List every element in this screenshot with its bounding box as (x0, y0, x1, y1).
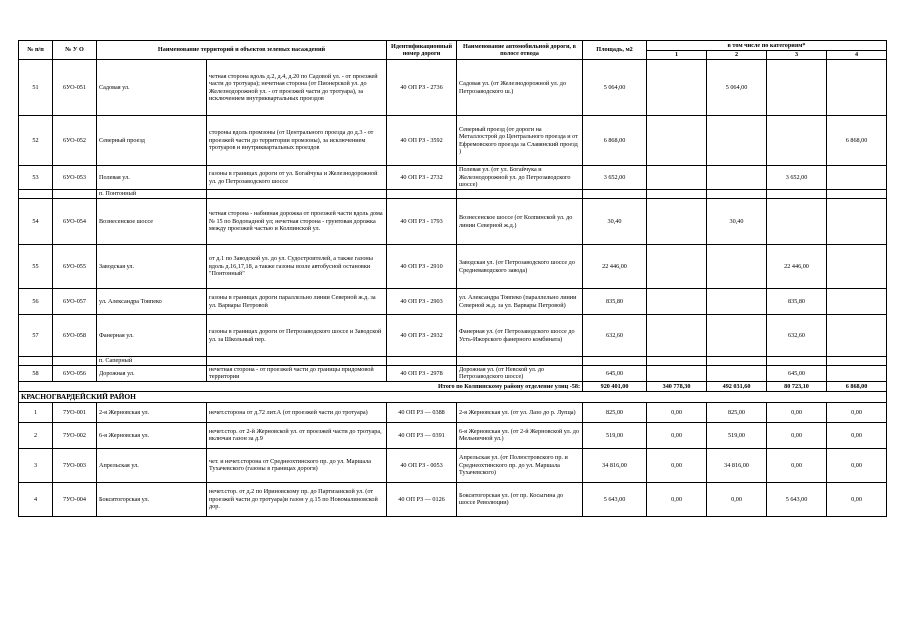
table-row (19, 166, 887, 190)
row-category-2 (707, 289, 767, 315)
table-row (19, 289, 887, 315)
row-category-3: 22 446,00 (767, 245, 827, 289)
blank-cell (387, 357, 457, 366)
row-category-3 (767, 199, 827, 245)
row-area: 22 446,00 (583, 245, 647, 289)
row-category-1 (647, 245, 707, 289)
row-description: нечетная сторона - от проезжей части до границы придомовой территории (207, 366, 387, 382)
row-uo-code: 6УО-057 (53, 289, 97, 315)
row-uo-code: 6УО-055 (53, 245, 97, 289)
settlement-name: п. Понтонный (97, 190, 207, 199)
blank-cell (53, 190, 97, 199)
row-area: 5 064,00 (583, 60, 647, 116)
row-road-name: 2-я Жерновская ул. (от ул. Лазо до р. Лупца) (457, 402, 583, 422)
row-street-name: Полевая ул. (97, 166, 207, 190)
row-road-id: 40 ОП РЗ - 1793 (387, 199, 457, 245)
row-category-3: 645,00 (767, 366, 827, 382)
total-category-4: 6 868,00 (827, 381, 887, 391)
row-category-4 (827, 315, 887, 357)
blank-cell: Итого по Колпинскому району отделение улиц -58: (19, 381, 583, 391)
row-number: 56 (19, 289, 53, 315)
blank-cell (707, 357, 767, 366)
row-category-2: 34 816,00 (707, 448, 767, 482)
table-row (19, 245, 887, 289)
table-row (19, 366, 887, 382)
row-road-name: 6-я Жерновская ул. (от 2-й Жерновской ул. до Мельничной ул.) (457, 422, 583, 448)
row-uo-code: 7УО-004 (53, 482, 97, 516)
blank-cell (767, 357, 827, 366)
row-number: 52 (19, 116, 53, 166)
row-category-3: 0,00 (767, 402, 827, 422)
blank-cell (457, 357, 583, 366)
row-number: 51 (19, 60, 53, 116)
blank-cell (583, 190, 647, 199)
row-category-2 (707, 245, 767, 289)
header-cat2: 2 (707, 51, 767, 60)
header-cat4: 4 (827, 51, 887, 60)
row-description: четная сторона вдоль д.2, д.4, д.20 по Садовой ул. - от проезжей части до тротуара); нечетная сторона (от Пионерской ул. до Железнодорожной ул. - от проезжей части до тротуара), за исключением внутриквартальных проездов (207, 60, 387, 116)
row-category-2: 519,00 (707, 422, 767, 448)
row-uo-code: 6УО-053 (53, 166, 97, 190)
row-road-name: Садовая ул. (от Железнодорожной ул. до Петрозаводского ш.) (457, 60, 583, 116)
row-street-name: Фанерная ул. (97, 315, 207, 357)
row-category-4: 0,00 (827, 482, 887, 516)
row-road-name: Заводская ул. (от Петрозаводского шоссе до Средневаводского завода) (457, 245, 583, 289)
table-row (19, 402, 887, 422)
blank-cell (19, 357, 53, 366)
row-street-name: Северный проезд (97, 116, 207, 166)
header-categories: в том числе по категориям* (647, 41, 887, 51)
row-category-3: 0,00 (767, 448, 827, 482)
total-area: 920 401,00 (583, 381, 647, 391)
row-area: 5 643,00 (583, 482, 647, 516)
row-category-3: 0,00 (767, 422, 827, 448)
table-row (19, 199, 887, 245)
header-area: Площадь, м2 (583, 41, 647, 60)
row-number: 4 (19, 482, 53, 516)
row-category-3: 3 652,00 (767, 166, 827, 190)
row-category-4 (827, 166, 887, 190)
row-description: от д.1 по Заводской ул. до ул. Судостроителей, а также газоны вдоль д.16,17,18, а также газоны возле автобусной остановки "Понтонный" (207, 245, 387, 289)
row-description: нечет.стор. от 2-й Жерновской ул. от проезжей части до тротуара, включая газон за д.9 (207, 422, 387, 448)
row-area: 645,00 (583, 366, 647, 382)
row-road-id: 40 ОП РЗ - 2932 (387, 315, 457, 357)
row-category-3: 5 643,00 (767, 482, 827, 516)
blank-cell (647, 190, 707, 199)
table-row (19, 116, 887, 166)
row-road-name: Дорожная ул. (от Невской ул. до Петрозаводского шоссе) (457, 366, 583, 382)
blank-cell (387, 190, 457, 199)
row-uo-code: 6УО-052 (53, 116, 97, 166)
blank-cell (207, 190, 387, 199)
row-category-1: 0,00 (647, 482, 707, 516)
settlement-row (19, 190, 887, 199)
row-street-name: 6-я Жерновская ул. (97, 422, 207, 448)
blank-cell (707, 190, 767, 199)
row-category-4: 0,00 (827, 448, 887, 482)
row-street-name: Бокситогорская ул. (97, 482, 207, 516)
row-category-1: 0,00 (647, 402, 707, 422)
row-category-4 (827, 245, 887, 289)
row-category-1 (647, 289, 707, 315)
header-ident: Идентификационный номер дороги (387, 41, 457, 60)
row-description: стороны вдоль промзоны (от Центрального проезда до д.3 - от проезжей части до территории промзоны), за исключением тротуаров и внутриквартальных проездов (207, 116, 387, 166)
settlement-name: п. Саперный (97, 357, 207, 366)
row-uo-code: 6УО-056 (53, 366, 97, 382)
header-row (19, 41, 887, 51)
row-category-4 (827, 366, 887, 382)
row-category-2 (707, 116, 767, 166)
blank-cell (583, 357, 647, 366)
row-category-1 (647, 166, 707, 190)
row-category-4: 0,00 (827, 422, 887, 448)
row-number: 54 (19, 199, 53, 245)
table-row (19, 315, 887, 357)
total-category-1: 340 778,30 (647, 381, 707, 391)
row-number: 55 (19, 245, 53, 289)
total-category-3: 80 723,10 (767, 381, 827, 391)
table-row (19, 482, 887, 516)
row-category-2: 5 064,00 (707, 60, 767, 116)
row-street-name: Дорожная ул. (97, 366, 207, 382)
row-category-2: 0,00 (707, 482, 767, 516)
row-category-1 (647, 116, 707, 166)
row-category-4 (827, 60, 887, 116)
row-street-name: 2-я Жерновская ул. (97, 402, 207, 422)
row-category-2 (707, 166, 767, 190)
row-uo-code: 7УО-003 (53, 448, 97, 482)
row-uo-code: 6УО-058 (53, 315, 97, 357)
header-cat3: 3 (767, 51, 827, 60)
row-number: 57 (19, 315, 53, 357)
row-road-name: Полевая ул. (от ул. Богайчука и Железнодорожной ул. до Петрозаводского шоссе) (457, 166, 583, 190)
header-road: Наименование автомобильной дороги, в полосе отвода (457, 41, 583, 60)
blank-cell (19, 190, 53, 199)
row-road-id: 40 ОП РЗ - 2910 (387, 245, 457, 289)
row-street-name: Заводская ул. (97, 245, 207, 289)
row-number: 2 (19, 422, 53, 448)
row-number: 1 (19, 402, 53, 422)
row-category-2 (707, 366, 767, 382)
row-road-id: 40 ОП РЗ — 0391 (387, 422, 457, 448)
row-street-name: Вознесенское шоссе (97, 199, 207, 245)
row-area: 825,00 (583, 402, 647, 422)
row-road-id: 40 ОП РЗ - 3592 (387, 116, 457, 166)
row-street-name: ул. Александра Товпеко (97, 289, 207, 315)
row-category-3: 835,80 (767, 289, 827, 315)
row-category-4 (827, 289, 887, 315)
total-row (19, 381, 887, 391)
row-category-3 (767, 60, 827, 116)
row-description: чет. и нечет.сторона от Среднеохтинского пр. до ул. Маршала Тухачевского (газоны в границах дороги) (207, 448, 387, 482)
settlement-row (19, 357, 887, 366)
row-category-1: 0,00 (647, 448, 707, 482)
row-description: газоны в границах дороги параллельно линии Северной ж.д. за ул. Варвары Петровой (207, 289, 387, 315)
row-area: 6 868,00 (583, 116, 647, 166)
row-uo-code: 7УО-001 (53, 402, 97, 422)
row-number: 53 (19, 166, 53, 190)
blank-cell (767, 190, 827, 199)
row-description: нечет.стор. от д.2 по Ириновскому пр. до Партизанской ул. (от проезжей части до тротуара)и газон у д.15 по Новомалиновской дор. (207, 482, 387, 516)
row-category-1: 0,00 (647, 422, 707, 448)
row-category-2: 30,40 (707, 199, 767, 245)
row-category-4: 6 868,00 (827, 116, 887, 166)
row-category-4 (827, 199, 887, 245)
row-description: газоны в границах дороги от ул. Богайчука и Железнодорожной ул. до Петрозаводского шоссе (207, 166, 387, 190)
row-area: 34 816,00 (583, 448, 647, 482)
blank-cell (457, 190, 583, 199)
row-road-id: 40 ОП РЗ - 0053 (387, 448, 457, 482)
row-road-id: 40 ОП РЗ - 2736 (387, 60, 457, 116)
row-description: четная сторона - набивная дорожка от проезжей части вдоль дома № 15 по Водопадной ул; нечетная сторона - грунтовая дорожка между проезжей частью и Колпинской ул. (207, 199, 387, 245)
row-description: газоны в границах дороги от Петрозаводского шоссе и Заводской ул. за Школьный пер. (207, 315, 387, 357)
header-num: № п/п (19, 41, 53, 60)
row-category-3 (767, 116, 827, 166)
header-cat1: 1 (647, 51, 707, 60)
row-road-name: Северный проезд (от дороги на Металлострой до Центрального проезда и от Ефремовского проезда за Славянский проезд ) (457, 116, 583, 166)
row-area: 30,40 (583, 199, 647, 245)
row-area: 3 652,00 (583, 166, 647, 190)
blank-cell (827, 190, 887, 199)
district-title: КРАСНОГВАРДЕЙСКИЙ РАЙОН (19, 391, 887, 402)
row-road-id: 40 ОП РЗ - 2903 (387, 289, 457, 315)
row-category-1 (647, 366, 707, 382)
row-number: 3 (19, 448, 53, 482)
row-road-id: 40 ОП РЗ — 0126 (387, 482, 457, 516)
table-row (19, 422, 887, 448)
row-category-1 (647, 60, 707, 116)
table-row (19, 448, 887, 482)
blank-cell (647, 357, 707, 366)
row-category-2: 825,00 (707, 402, 767, 422)
row-area: 835,80 (583, 289, 647, 315)
table-row (19, 60, 887, 116)
blank-cell (53, 357, 97, 366)
row-category-3: 632,60 (767, 315, 827, 357)
row-street-name: Апрельская ул. (97, 448, 207, 482)
row-description: нечет.сторона от д.72 лит.А (от проезжей части до тротуара) (207, 402, 387, 422)
row-category-1 (647, 315, 707, 357)
row-road-name: Вознесенское шоссе (от Колпинской ул. до линии Северной ж.д.) (457, 199, 583, 245)
row-road-id: 40 ОП РЗ - 2732 (387, 166, 457, 190)
row-number: 58 (19, 366, 53, 382)
row-category-1 (647, 199, 707, 245)
row-road-name: Апрельская ул. (от Полюстровского пр. и Среднеохтинского пр. до ул. Маршала Тухачевского) (457, 448, 583, 482)
row-area: 519,00 (583, 422, 647, 448)
row-category-2 (707, 315, 767, 357)
row-road-id: 40 ОП РЗ — 0388 (387, 402, 457, 422)
roads-table (18, 40, 887, 517)
row-uo-code: 6УО-051 (53, 60, 97, 116)
district-row (19, 391, 887, 402)
blank-cell (207, 357, 387, 366)
row-road-name: Бокситогорская ул. (от пр. Косыгина до шоссе Революции) (457, 482, 583, 516)
row-road-name: Фанерная ул. (от Петрозаводского шоссе до Усть-Ижорского фанерного комбината) (457, 315, 583, 357)
header-uo: № У О (53, 41, 97, 60)
row-uo-code: 6УО-054 (53, 199, 97, 245)
row-area: 632,60 (583, 315, 647, 357)
row-road-id: 40 ОП РЗ - 2978 (387, 366, 457, 382)
row-uo-code: 7УО-002 (53, 422, 97, 448)
total-category-2: 492 031,60 (707, 381, 767, 391)
row-road-name: ул. Александра Товпеко (параллельно линии Северной ж.д. за ул. Варвары Петровой) (457, 289, 583, 315)
row-category-4: 0,00 (827, 402, 887, 422)
row-street-name: Садовая ул. (97, 60, 207, 116)
header-name: Наименование территорий и объектов зеленых насаждений (97, 41, 387, 60)
blank-cell (827, 357, 887, 366)
